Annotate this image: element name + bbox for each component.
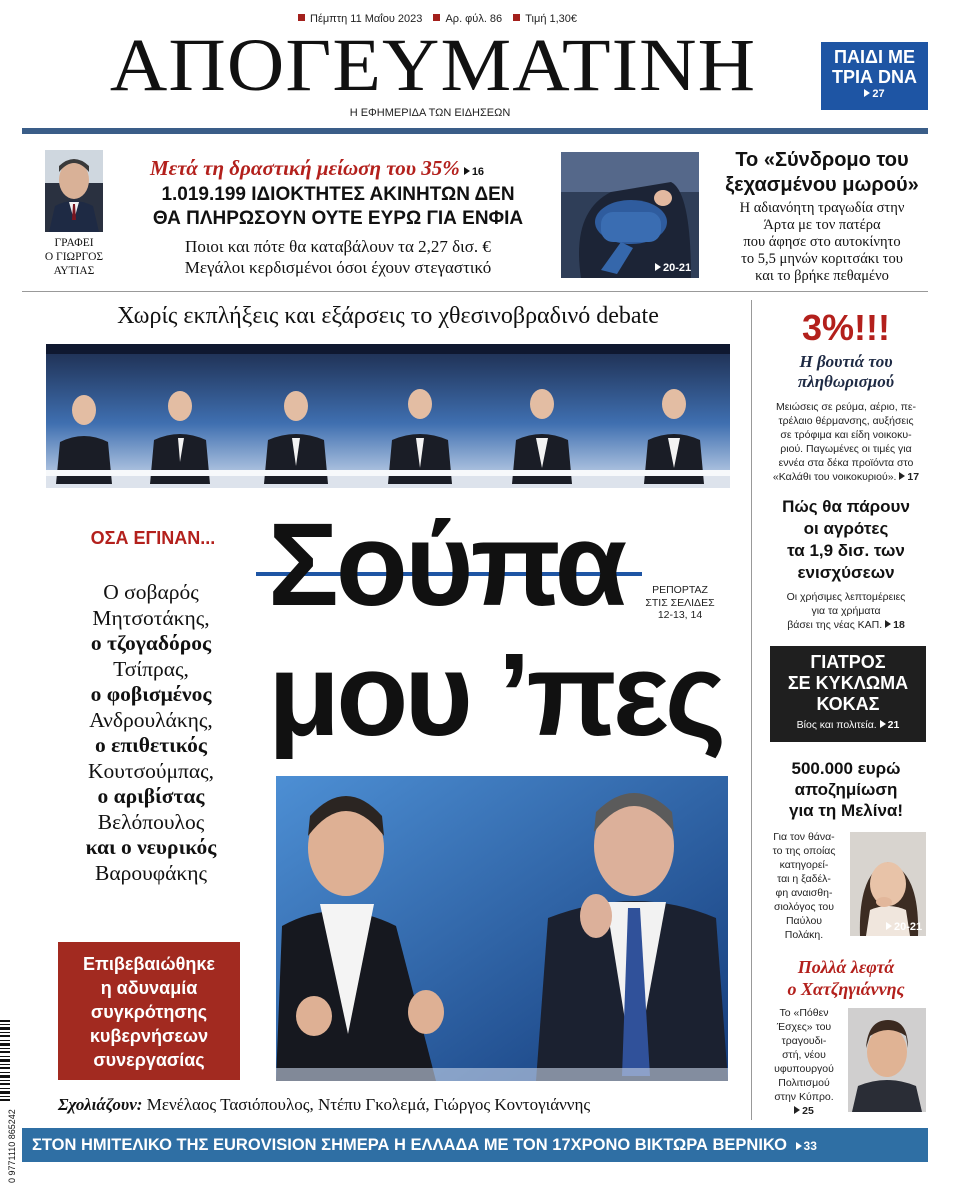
enfia-deck: Ποιοι και πότε θα καταβάλουν τα 2,27 δισ. € Μεγάλοι κερδισμένοι όσοι έχουν στεγαστικό: [184, 237, 492, 277]
page-arrow-icon: [796, 1142, 802, 1150]
page-arrow-icon: [655, 263, 661, 271]
masthead-rule: [22, 128, 928, 134]
commentators: [58, 1095, 738, 1115]
commentators-label: Σχολιάζουν:: [58, 1095, 143, 1114]
commentators-names: Μενέλαος Τασιόπουλος, Ντέπυ Γκολεμά, Γιώργος Κοντογιάννης: [146, 1095, 591, 1114]
page-arrow-icon: [886, 922, 892, 930]
page-arrow-icon: [899, 472, 905, 480]
section-label: ΟΣΑ ΕΓΙΝΑΝ...: [90, 528, 216, 548]
list-item: ο φοβισμένος: [90, 682, 212, 706]
enfia-kicker: Μετά τη δραστική μείωση του 35% 16: [150, 156, 485, 180]
list-item: ο αριβίστας: [97, 784, 205, 808]
inflation-figure: 3%!!!: [802, 307, 890, 348]
baby-body: Η αδιανόητη τραγωδία στην Άρτα με τον πατέρα που άφησε στο αυτοκίνητο το 5,5 μηνών κοριτσάκι του και το βρήκε πεθαμένο: [739, 200, 905, 284]
page-arrow-icon: [864, 89, 870, 97]
page-ref: 20-21: [886, 921, 922, 933]
debate-panel-photo: [46, 344, 730, 488]
candidates-list: [46, 580, 256, 886]
list-item: και ο νευρικός: [85, 835, 217, 859]
doctor-box: ΓΙΑΤΡΟΣ ΣΕ ΚΥΚΛΩΜΑ ΚΟΚΑΣ Βίος και πολιτεία. 21: [770, 646, 926, 742]
issue-number: Αρ. φύλ. 86: [445, 13, 503, 25]
columnist-photo: [45, 150, 103, 232]
melina-title: 500.000 ευρώ αποζημίωση για τη Μελίνα!: [788, 759, 904, 820]
columnist-caption: ΓΡΑΦΕΙ Ο ΓΙΩΡΓΟΣ ΑΥΤΙΑΣ: [44, 237, 104, 277]
melina-body: Για τον θάνα- το της οποίας κατηγορεί- ται η ξαδέλ- φη αναισθη- σιολόγος του Παύλου Πολάκη.: [772, 831, 836, 941]
eurovision-banner[interactable]: [22, 1128, 928, 1162]
inflation-body: Μειώσεις σε ρεύμα, αέριο, πε- τρέλαιο θέρμανσης, αυξήσεις σε τρόφιμα και είδη νοικοκυ- ριού. Παγωμένες οι τιμές για εννέα στα δέκα προϊόντα στο «Καλάθι του νοικοκυριού». 17: [772, 401, 920, 483]
list-item: Κουτσούμπας,: [87, 758, 215, 783]
barcode-number: 0 9771110 865242: [7, 1109, 17, 1183]
list-item: ο τζογαδόρος: [90, 631, 212, 655]
page-arrow-icon: [464, 167, 470, 175]
promo-page: 27: [821, 87, 928, 101]
column-divider: [751, 300, 752, 1120]
list-item: ο επιθετικός: [95, 733, 207, 757]
page-ref: 33: [796, 1139, 817, 1153]
melina-photo: [850, 832, 926, 936]
list-item: Ανδρουλάκης,: [89, 707, 213, 732]
edition-date: Πέμπτη 11 Μαΐου 2023: [310, 13, 423, 25]
promo-line1: ΠΑΙΔΙ ΜΕ: [834, 47, 915, 67]
main-headline-line1: Σούπα: [268, 499, 625, 631]
page-arrow-icon: [794, 1106, 800, 1114]
hatzigiannis-photo: [848, 1008, 926, 1112]
bullet-square-icon: [298, 14, 305, 21]
baby-title: Το «Σύνδρομο του ξεχασμένου μωρού»: [725, 149, 919, 196]
hatzigiannis-title: Πολλά λεφτά ο Χατζηγιάννης: [787, 957, 905, 999]
eurovision-banner-text: ΣΤΟΝ ΗΜΙΤΕΛΙΚΟ ΤΗΣ EUROVISION ΣΗΜΕΡΑ Η ΕΛΛΑΔΑ ΜΕ ΤΟΝ 17ΧΡΟΝΟ ΒΙΚΤΩΡΑ ΒΕΡΝΙΚΟ: [32, 1136, 787, 1154]
main-kicker: Χωρίς εκπλήξεις και εξάρσεις το χθεσινοβραδινό debate: [117, 303, 659, 329]
inflation-title: Η βουτιά του πληθωρισμού: [797, 352, 895, 391]
main-headline-line2: μου ’πες: [268, 629, 723, 761]
newspaper-subtitle: Η ΕΦΗΜΕΡΙΔΑ ΤΩΝ ΕΙΔΗΣΕΩΝ: [349, 107, 511, 119]
list-item: Τσίπρας,: [113, 656, 189, 681]
farmers-title: Πώς θα πάρουν οι αγρότες τα 1,9 δισ. των ενισχύσεων: [782, 497, 910, 582]
list-item: Βαρουφάκης: [95, 860, 207, 885]
page-ref: 20-21: [655, 262, 691, 274]
car-seat-photo: [561, 152, 699, 278]
list-item: Βελόπουλος: [97, 809, 205, 834]
bullet-square-icon: [513, 14, 520, 21]
newspaper-title: ΑΠΟΓΕΥΜΑΤΙΝΗ: [109, 24, 757, 107]
coalition-box: Επιβεβαιώθηκε η αδυναμία συγκρότησης κυβερνήσεων συνεργασίας: [58, 942, 240, 1080]
report-ref: ΡΕΠΟΡΤΑΖ ΣΤΙΣ ΣΕΛΙΔΕΣ 12-13, 14: [645, 584, 715, 621]
leaders-photo: [276, 776, 728, 1081]
farmers-body: Οι χρήσιμες λεπτομέρειες για τα χρήματα βάσει της νέας ΚΑΠ. 18: [786, 591, 906, 631]
price: Τιμή 1,30€: [525, 13, 578, 25]
section-divider: [22, 291, 928, 292]
promo-box[interactable]: [821, 42, 928, 110]
bullet-square-icon: [433, 14, 440, 21]
promo-line2: ΤΡΙΑ DNA: [832, 67, 917, 87]
list-item: Μητσοτάκης,: [92, 605, 210, 630]
list-item: Ο σοβαρός: [103, 580, 199, 604]
enfia-headline: 1.019.199 ΙΔΙΟΚΤΗΤΕΣ ΑΚΙΝΗΤΩΝ ΔΕΝ ΘΑ ΠΛΗΡΩΣΟΥΝ ΟΥΤΕ ΕΥΡΩ ΓΙΑ ΕΝΦΙΑ: [152, 184, 524, 229]
page-arrow-icon: [885, 620, 891, 628]
page-arrow-icon: [880, 720, 886, 728]
hatzigiannis-body: Το «Πόθεν Έσχες» του τραγουδι- στή, νέου υφυπουργού Πολιτισμού στην Κύπρο. 25: [774, 1007, 834, 1117]
